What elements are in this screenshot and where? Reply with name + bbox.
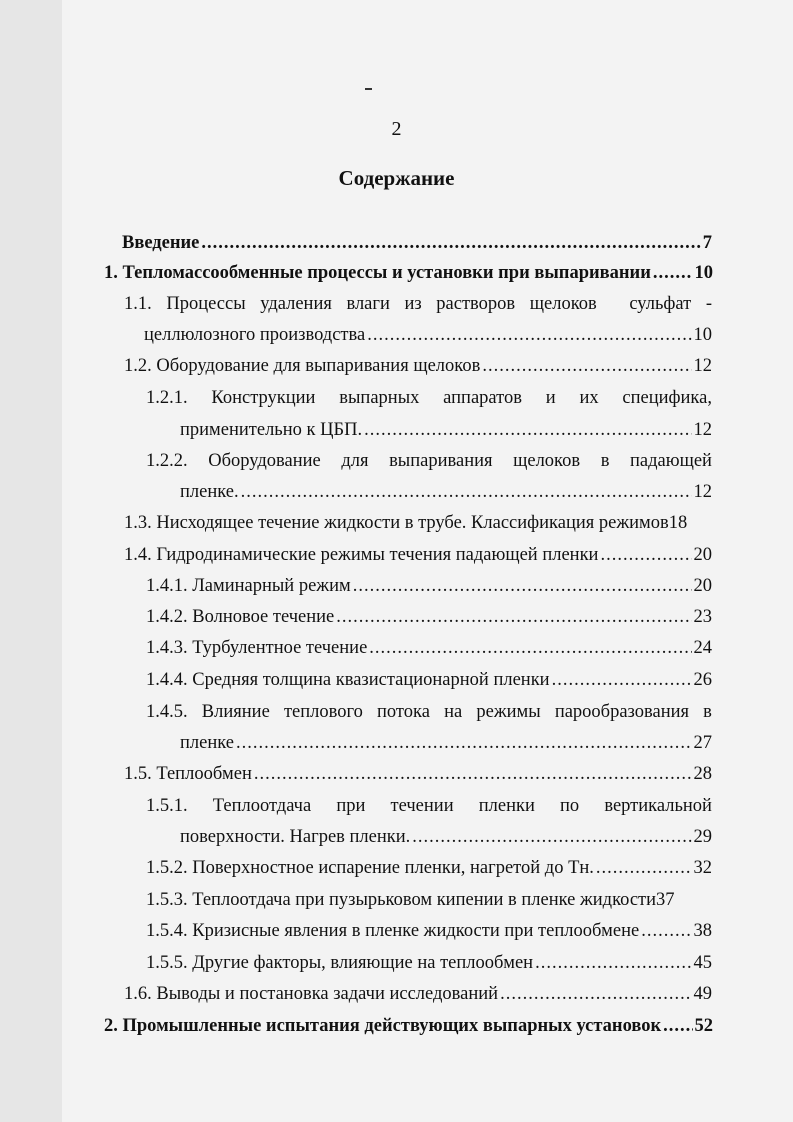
toc-entry-page: 29 — [693, 827, 712, 847]
toc-entry-1-2-2-line1 — [146, 449, 712, 473]
word: аппаратов — [443, 388, 522, 408]
word: потока — [377, 702, 430, 722]
toc-entry-title: 1.6. Выводы и постановка задачи исследований — [124, 984, 499, 1004]
word: их — [579, 388, 599, 408]
toc-entry-title: целлюлозного производства — [144, 325, 366, 345]
toc-entry-title: поверхности. Нагрев пленки. — [180, 827, 411, 847]
word: специфика, — [622, 388, 712, 408]
toc-entry-page: 7 — [702, 233, 712, 253]
toc-entry-section-2 — [104, 1014, 713, 1038]
toc-entry-1-1-line1 — [124, 292, 712, 316]
toc-entry-1-1-line2 — [144, 323, 712, 347]
toc-entry-1-5 — [124, 762, 712, 786]
word: Влияние — [201, 702, 270, 722]
toc-entry-1-2-2-line2 — [180, 480, 712, 504]
leader-dots — [254, 762, 692, 786]
word: падающей — [630, 451, 712, 471]
leader-dots — [353, 574, 692, 598]
leader-dots — [336, 605, 691, 629]
word: в — [600, 451, 610, 471]
toc-entry-intro — [122, 231, 712, 255]
toc-entry-page: 23 — [693, 607, 712, 627]
toc-entry-page: 18 — [668, 513, 688, 533]
toc-entry-page: 38 — [693, 921, 712, 941]
leader-dots — [367, 323, 691, 347]
word: при — [336, 796, 366, 816]
toc-entry-page: 52 — [694, 1016, 713, 1036]
word: в — [703, 702, 712, 722]
toc-entry-title: 1.5.2. Поверхностное испарение пленки, нагретой до Тн. — [146, 858, 594, 878]
toc-entry-title: пленке. — [180, 482, 239, 502]
word: 1.1. — [124, 294, 152, 314]
toc-entry-1-4 — [124, 543, 712, 567]
leader-dots — [552, 668, 692, 692]
toc-entry-1-4-4 — [146, 668, 712, 692]
toc-entry-1-6 — [124, 982, 712, 1006]
word: 1.4.5. — [146, 702, 188, 722]
word: режимы — [476, 702, 541, 722]
word: вертикальной — [604, 796, 712, 816]
toc-entry-1-2-1-line2 — [180, 418, 712, 442]
word: растворов — [436, 294, 516, 314]
leader-dots — [641, 919, 691, 943]
toc-entry-1-5-1-line2 — [180, 825, 712, 849]
toc-entry-title: применительно к ЦБП. — [180, 420, 363, 440]
toc-entry-page: 28 — [693, 764, 712, 784]
leader-dots — [201, 231, 700, 255]
toc-entry-page: 12 — [693, 420, 712, 440]
toc-entry-page: 10 — [694, 263, 713, 283]
word: сульфат — [629, 294, 692, 314]
toc-entry-1-4-1 — [146, 574, 712, 598]
leader-dots — [364, 418, 691, 442]
toc-entry-title: 1.5.4. Кризисные явления в пленке жидкости при теплообмене — [146, 921, 640, 941]
word: Оборудование — [208, 451, 321, 471]
toc-entry-title: 1.3. Нисходящее течение жидкости в трубе. Классификация режимов — [124, 513, 669, 533]
toc-entry-page: 20 — [693, 545, 712, 565]
toc-entry-1-5-2 — [146, 856, 712, 880]
leader-dots — [236, 731, 692, 755]
toc-entry-1-4-3 — [146, 636, 712, 660]
toc-entry-page: 24 — [693, 638, 712, 658]
word: из — [404, 294, 422, 314]
toc-entry-page: 45 — [693, 953, 712, 973]
toc-entry-1-2-1-line1 — [146, 386, 712, 410]
leader-dots — [241, 480, 692, 504]
toc-entry-title: 1.2. Оборудование для выпаривания щелоков — [124, 356, 481, 376]
word: течении — [390, 796, 454, 816]
toc-entry-title: 1. Тепломассообменные процессы и установки при выпаривании — [104, 263, 651, 283]
toc-entry-1-2 — [124, 354, 712, 378]
toc-entry-section-1 — [104, 261, 713, 285]
word: влаги — [346, 294, 390, 314]
word: Теплоотдача — [212, 796, 312, 816]
word: щелоков — [513, 451, 581, 471]
toc-entry-title: 1.5.3. Теплоотдача при пузырьковом кипении в пленке жидкости — [146, 890, 657, 910]
toc-entry-title: 1.4.1. Ламинарный режим — [146, 576, 351, 596]
leader-dots — [600, 543, 691, 567]
word: на — [444, 702, 463, 722]
word: Процессы — [166, 294, 246, 314]
word: по — [560, 796, 580, 816]
toc-entry-page: 10 — [693, 325, 712, 345]
toc-entry-page: 32 — [693, 858, 712, 878]
toc-entry-page: 26 — [693, 670, 712, 690]
leader-dots — [596, 856, 692, 880]
word: 1.2.2. — [146, 451, 188, 471]
toc-entry-1-3 — [124, 511, 726, 535]
toc-entry-title: Введение — [122, 233, 200, 253]
toc-entry-page: 12 — [693, 482, 712, 502]
toc-entry-page: 27 — [693, 733, 712, 753]
leader-dots — [663, 1014, 692, 1038]
toc-entry-1-4-5-line1 — [146, 700, 712, 724]
toc-entry-1-5-3 — [146, 888, 712, 912]
toc-entry-1-5-1-line1 — [146, 794, 712, 818]
toc-entry-title: 1.4.4. Средняя толщина квазистационарной пленки — [146, 670, 550, 690]
leader-dots — [535, 951, 691, 975]
word: удаления — [260, 294, 332, 314]
page-title: Содержание — [338, 166, 455, 190]
toc-entry-1-5-4 — [146, 919, 712, 943]
toc-entry-page: 12 — [693, 356, 712, 376]
word: выпаривания — [389, 451, 493, 471]
toc-entry-page: 20 — [693, 576, 712, 596]
toc-entry-1-5-5 — [146, 951, 712, 975]
toc-entry-title: 1.5. Теплообмен — [124, 764, 252, 784]
word: и — [545, 388, 556, 408]
word: - — [705, 294, 712, 314]
word: 1.5.1. — [146, 796, 188, 816]
toc-entry-title: 1.5.5. Другие факторы, влияющие на теплообмен — [146, 953, 534, 973]
leader-dots — [482, 354, 691, 378]
word: выпарных — [339, 388, 420, 408]
word: 1.2.1. — [146, 388, 188, 408]
word: Конструкции — [211, 388, 316, 408]
word: теплового — [283, 702, 363, 722]
toc-entry-title: 1.4. Гидродинамические режимы течения падающей пленки — [124, 545, 599, 565]
word: щелоков — [529, 294, 597, 314]
toc-entry-title: пленке — [180, 733, 234, 753]
toc-entry-page: 37 — [656, 890, 675, 910]
toc-entry-title: 1.4.3. Турбулентное течение — [146, 638, 368, 658]
toc-entry-title: 2. Промышленные испытания действующих выпарных установок — [104, 1016, 662, 1036]
leader-dots — [412, 825, 691, 849]
toc-entry-title: 1.4.2. Волновое течение — [146, 607, 335, 627]
leader-dots — [653, 261, 693, 285]
toc-entry-page: 49 — [693, 984, 712, 1004]
toc-entry-1-4-5-line2 — [180, 731, 712, 755]
word: для — [341, 451, 369, 471]
toc-entry-1-4-2 — [146, 605, 712, 629]
leader-dots — [369, 636, 691, 660]
word: парообразования — [554, 702, 690, 722]
leader-dots — [500, 982, 691, 1006]
word: пленки — [478, 796, 535, 816]
page-number: 2 — [391, 118, 402, 140]
